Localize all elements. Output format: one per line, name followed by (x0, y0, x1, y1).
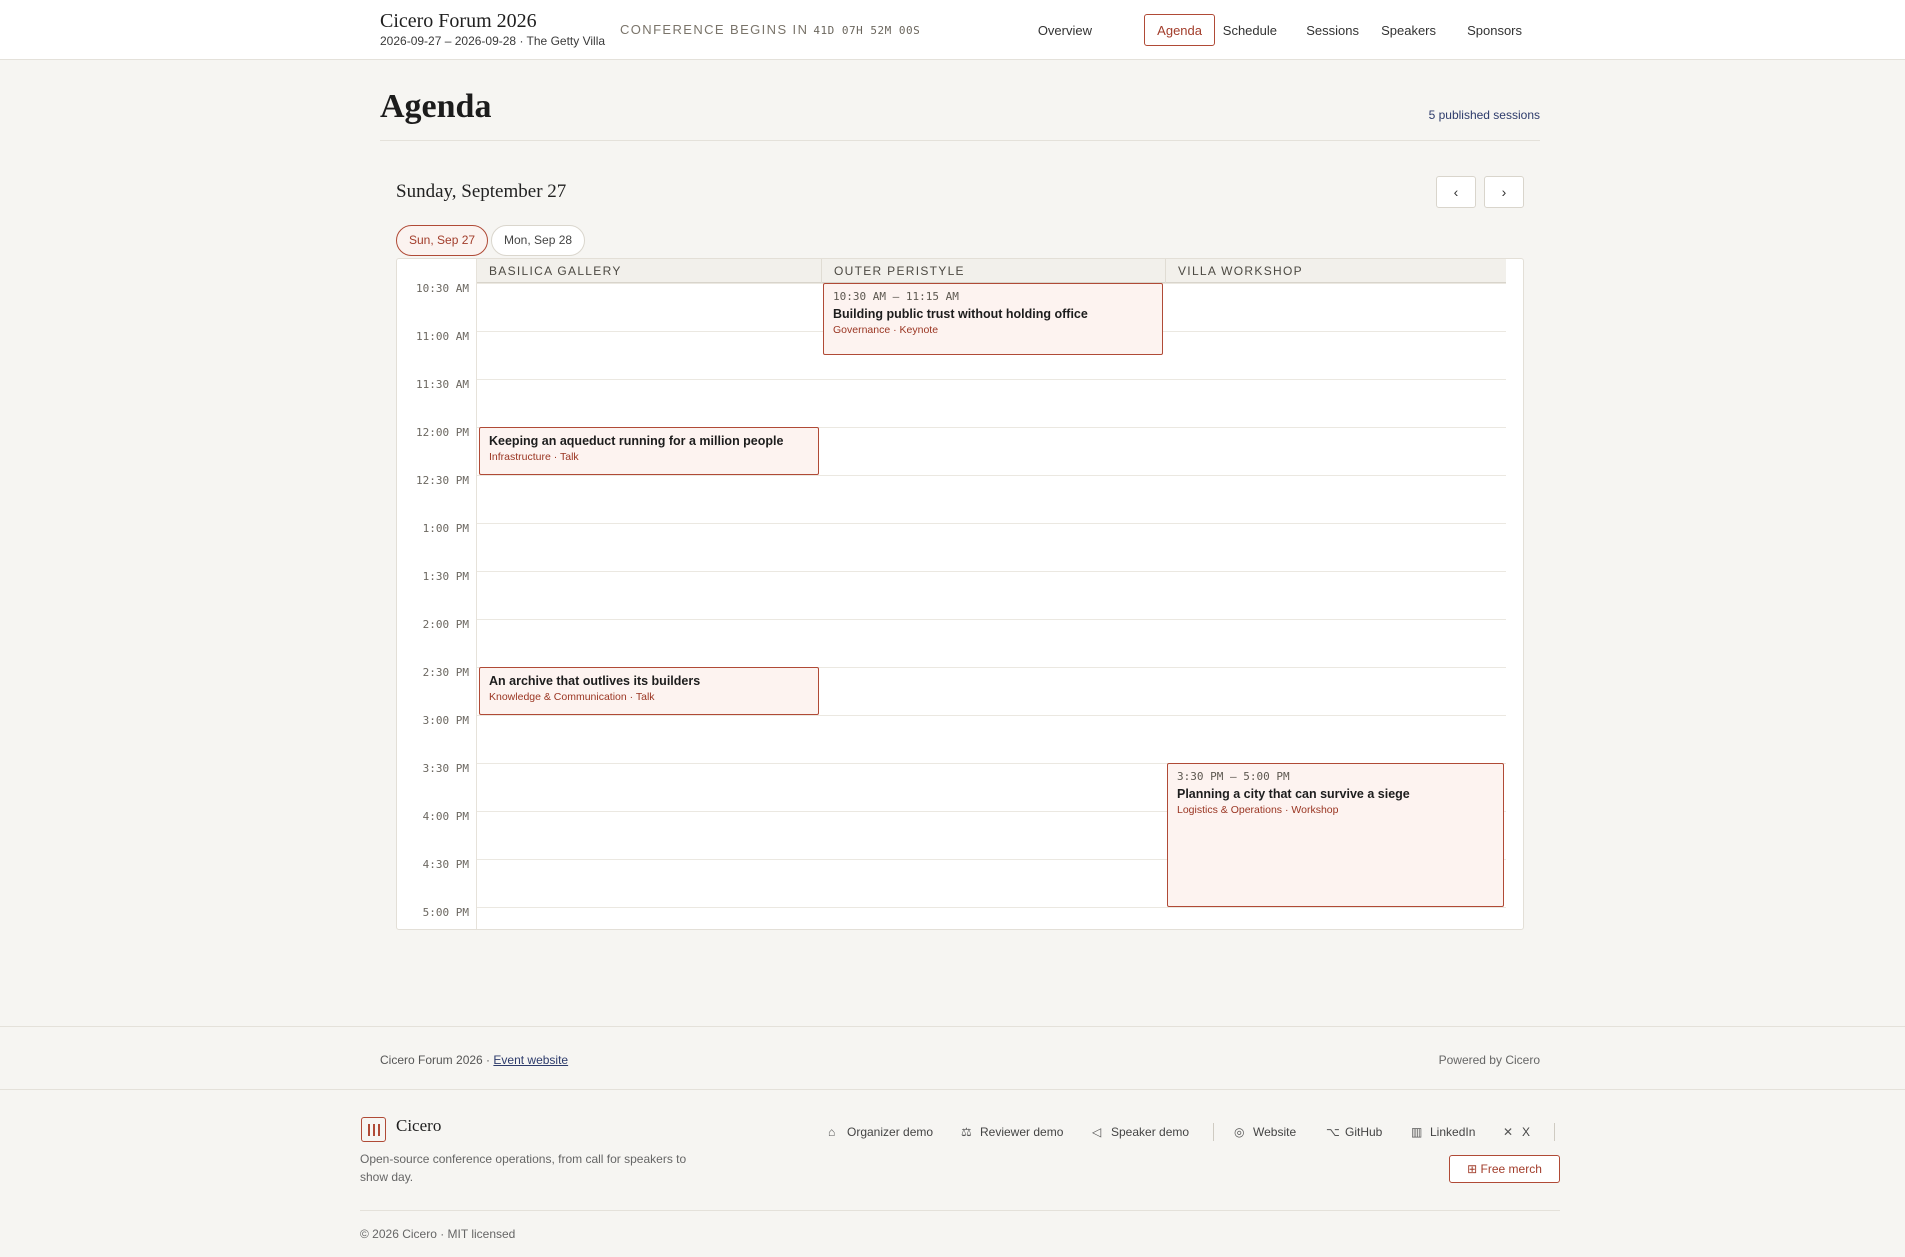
link-label: Organizer demo (847, 1125, 934, 1139)
speaker-demo-link[interactable] (1092, 1125, 1189, 1139)
time-label: 2:00 PM (422, 618, 469, 631)
time-label: 5:00 PM (422, 906, 469, 919)
countdown (620, 22, 920, 37)
page-title: Agenda (380, 88, 492, 125)
day-tab-sun[interactable]: Sun, Sep 27 (396, 225, 488, 256)
session-time: 10:30 AM – 11:15 AM (833, 290, 959, 303)
session-meta: Logistics & Operations · Workshop (1177, 804, 1339, 816)
day-tab-mon[interactable]: Mon, Sep 28 (491, 225, 585, 256)
room-header: VILLA WORKSHOP (1165, 259, 1506, 283)
published-count[interactable]: 5 published sessions (1428, 108, 1540, 122)
session-time: 3:30 PM – 5:00 PM (1177, 770, 1290, 783)
linkedin-link[interactable] (1411, 1125, 1475, 1139)
grid-line (477, 907, 1506, 908)
chevron-left-icon: ‹ (1453, 184, 1459, 200)
session-meta: Knowledge & Communication · Talk (489, 691, 655, 703)
x-link[interactable] (1503, 1125, 1530, 1139)
footer-event-name: Cicero Forum 2026 · (380, 1053, 491, 1067)
session-title: Building public trust without holding office (833, 307, 1088, 321)
time-gutter (397, 259, 477, 930)
globe-icon: ◎ (1234, 1125, 1245, 1139)
session-meta: Infrastructure · Talk (489, 451, 579, 463)
time-label: 1:30 PM (422, 570, 469, 583)
reviewer-demo-link[interactable] (961, 1125, 1063, 1139)
nav-speakers[interactable]: Speakers (1381, 23, 1436, 38)
grid-line (477, 715, 1506, 716)
time-label: 12:00 PM (416, 426, 469, 439)
powered-by: Powered by Cicero (1438, 1053, 1540, 1067)
grid-line (477, 571, 1506, 572)
link-label: Website (1253, 1125, 1297, 1139)
x-icon: ✕ (1503, 1125, 1514, 1139)
scale-icon: ⚖ (961, 1125, 972, 1139)
copyright: © 2026 Cicero · MIT licensed (360, 1227, 516, 1241)
divider (1554, 1123, 1555, 1141)
nav-overview[interactable]: Overview (1037, 23, 1092, 38)
nav-agenda[interactable]: Agenda (1144, 14, 1215, 46)
gift-icon: ⊞ (1467, 1162, 1478, 1176)
heading-divider (380, 140, 1540, 141)
grid-line (477, 619, 1506, 620)
footer-event-info (380, 1053, 568, 1067)
prev-day-button[interactable] (1436, 176, 1476, 208)
time-label: 1:00 PM (422, 522, 469, 535)
agenda-calendar (396, 258, 1524, 930)
megaphone-icon: ◁ (1092, 1125, 1102, 1139)
chevron-right-icon: › (1501, 184, 1507, 200)
session-title: Keeping an aqueduct running for a million people (489, 434, 784, 448)
free-merch-button[interactable] (1449, 1155, 1560, 1183)
event-title[interactable]: Cicero Forum 2026 (380, 10, 537, 32)
building-icon: ⌂ (828, 1125, 836, 1139)
grid-line (477, 523, 1506, 524)
grid-line (477, 475, 1506, 476)
link-label: Speaker demo (1111, 1125, 1190, 1139)
event-website-link[interactable]: Event website (493, 1053, 569, 1067)
time-label: 10:30 AM (416, 282, 469, 295)
time-label: 4:30 PM (422, 858, 469, 871)
session-card[interactable] (479, 667, 819, 715)
link-label: X (1522, 1125, 1531, 1139)
grid-line (477, 379, 1506, 380)
organizer-demo-link[interactable] (828, 1125, 933, 1139)
event-dates-venue: 2026-09-27 – 2026-09-28 · The Getty Villa (380, 34, 606, 48)
nav-schedule[interactable]: Schedule (1222, 23, 1277, 38)
cicero-logo-icon (361, 1117, 386, 1142)
brand-name[interactable]: Cicero (396, 1116, 442, 1135)
divider (1213, 1123, 1214, 1141)
session-card[interactable] (823, 283, 1163, 355)
time-label: 3:30 PM (422, 762, 469, 775)
time-label: 2:30 PM (422, 666, 469, 679)
site-footer (0, 1090, 1905, 1257)
link-label: GitHub (1345, 1125, 1383, 1139)
nav-sponsors[interactable]: Sponsors (1467, 23, 1522, 38)
room-header: OUTER PERISTYLE (821, 259, 1165, 283)
session-title: An archive that outlives its builders (489, 674, 701, 688)
time-label: 3:00 PM (422, 714, 469, 727)
link-label: LinkedIn (1430, 1125, 1476, 1139)
room-header-row (477, 259, 1506, 283)
room-header: BASILICA GALLERY (489, 264, 622, 278)
time-label: 11:30 AM (416, 378, 469, 391)
day-title: Sunday, September 27 (396, 181, 567, 202)
website-link[interactable] (1234, 1125, 1296, 1139)
github-link[interactable] (1326, 1125, 1382, 1139)
top-header (0, 0, 1905, 60)
time-label: 11:00 AM (416, 330, 469, 343)
brand-description: Open-source conference operations, from call for speakers to show day. (360, 1152, 687, 1184)
countdown-value: 41D 07H 52M 00S (813, 24, 921, 37)
countdown-label: CONFERENCE BEGINS IN (620, 22, 809, 37)
link-label: Reviewer demo (980, 1125, 1064, 1139)
session-meta: Governance · Keynote (833, 324, 939, 336)
next-day-button[interactable] (1484, 176, 1524, 208)
linkedin-icon: ▥ (1411, 1125, 1423, 1139)
footer-divider (360, 1210, 1560, 1211)
merch-label: Free merch (1480, 1162, 1542, 1176)
session-title: Planning a city that can survive a siege (1177, 787, 1410, 801)
time-label: 4:00 PM (422, 810, 469, 823)
github-icon: ⌥ (1326, 1125, 1340, 1139)
session-card[interactable] (1167, 763, 1504, 907)
time-label: 12:30 PM (416, 474, 469, 487)
event-footer (0, 1026, 1905, 1090)
nav-sessions[interactable]: Sessions (1306, 23, 1359, 38)
session-card[interactable] (479, 427, 819, 475)
